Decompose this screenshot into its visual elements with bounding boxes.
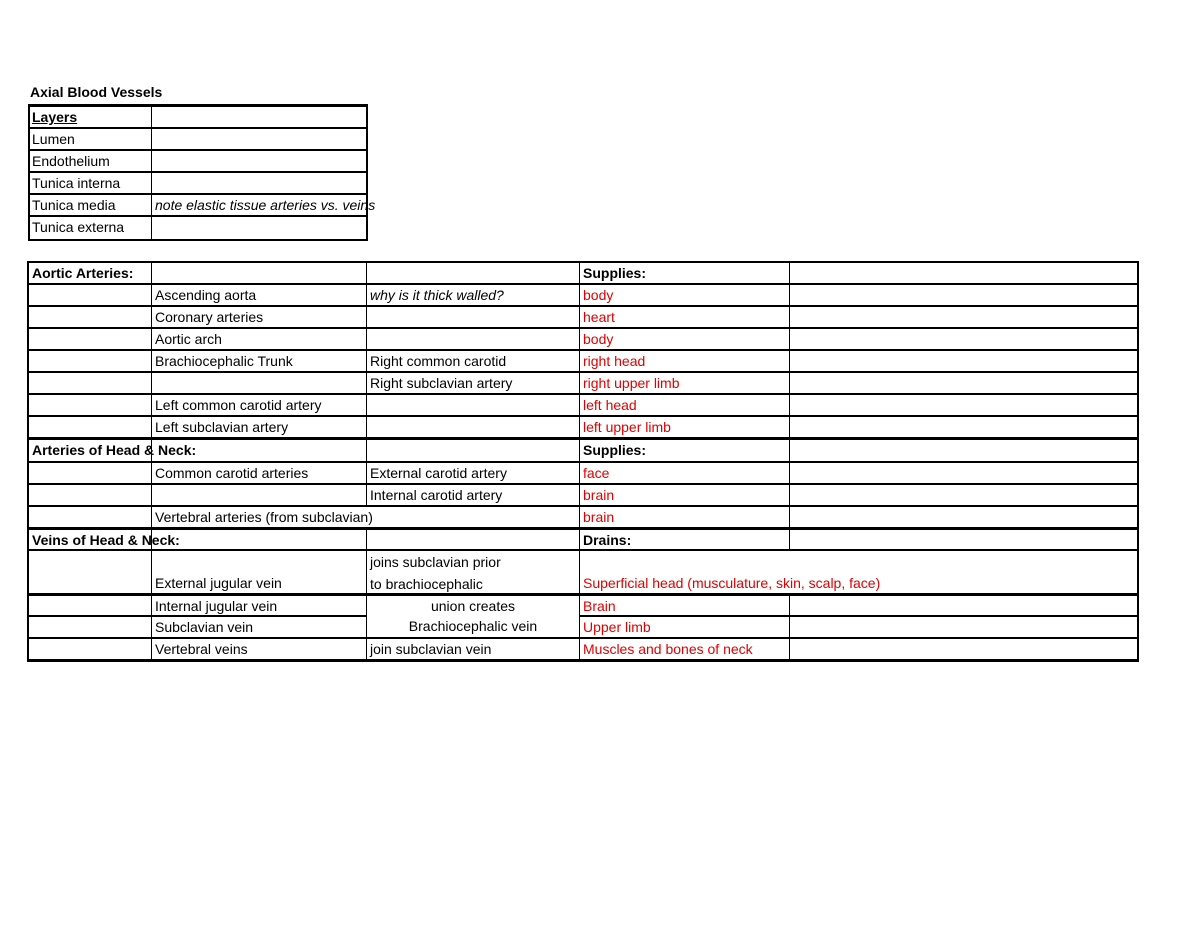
target-cell: Brain [579, 594, 790, 616]
target-cell: brain [579, 506, 790, 528]
branch-cell [366, 394, 580, 416]
supplies-header: Supplies: [579, 438, 790, 462]
layer-label: Tunica externa [28, 216, 152, 240]
blank-cell [789, 372, 1138, 394]
branch-cell [366, 416, 580, 438]
branch-cell: Right subclavian artery [366, 372, 580, 394]
blank-cell [366, 438, 580, 462]
branch-cell [366, 550, 580, 594]
blank-cell [28, 616, 152, 638]
page-title: Axial Blood Vessels [30, 84, 163, 100]
blank-cell [28, 284, 152, 306]
vessel-cell: Vertebral arteries (from subclavian) [151, 506, 580, 528]
supplies-header: Supplies: [579, 262, 790, 284]
vessel-cell: Subclavian vein [151, 616, 367, 638]
branch-cell: Internal carotid artery [366, 484, 580, 506]
layers-header: Layers [28, 106, 152, 128]
vessel-cell: Left subclavian artery [151, 416, 367, 438]
branch-line-1: joins subclavian prior [370, 554, 501, 570]
target-cell: left head [579, 394, 790, 416]
target-cell: left upper limb [579, 416, 790, 438]
vessel-cell [151, 550, 367, 594]
blank-cell [789, 284, 1138, 306]
blank-cell [789, 594, 1138, 616]
blank-cell [28, 328, 152, 350]
blank-cell [28, 506, 152, 528]
blank-cell [28, 550, 152, 594]
blank-cell [28, 394, 152, 416]
target-cell: heart [579, 306, 790, 328]
branch-cell: External carotid artery [366, 462, 580, 484]
branch-cell: Brachiocephalic vein [366, 616, 580, 638]
target-cell: brain [579, 484, 790, 506]
vessel-cell: Brachiocephalic Trunk [151, 350, 367, 372]
target-cell: right upper limb [579, 372, 790, 394]
layer-label: Tunica interna [28, 172, 152, 194]
target-cell: Upper limb [579, 616, 790, 638]
layer-label: Endothelium [28, 150, 152, 172]
branch-cell [366, 328, 580, 350]
target-cell: Muscles and bones of neck [579, 638, 790, 660]
blank-cell [28, 372, 152, 394]
blank-cell [366, 262, 580, 284]
vessel-cell [151, 484, 367, 506]
blank-cell [28, 416, 152, 438]
blank-cell [789, 462, 1138, 484]
vessel-cell: Left common carotid artery [151, 394, 367, 416]
vessel-cell: Vertebral veins [151, 638, 367, 660]
layer-label: Tunica media [28, 194, 152, 216]
blank-cell [789, 528, 1138, 550]
blank-cell [789, 394, 1138, 416]
blank-cell [366, 528, 580, 550]
blank-cell [789, 638, 1138, 660]
layer-note: note elastic tissue arteries vs. veins [151, 194, 367, 216]
blank-cell [789, 616, 1138, 638]
blank-cell [28, 462, 152, 484]
branch-cell: why is it thick walled? [366, 284, 580, 306]
layer-note [151, 216, 367, 240]
target-cell: right head [579, 350, 790, 372]
branch-cell: Right common carotid [366, 350, 580, 372]
blank-cell [789, 416, 1138, 438]
blank-cell [28, 638, 152, 660]
blank-cell [151, 528, 367, 550]
vessel-cell: Aortic arch [151, 328, 367, 350]
vessel-label: External jugular vein [155, 575, 282, 591]
target-label: Superficial head (musculature, skin, scalp, face) [583, 575, 881, 591]
veins-header: Veins of Head & Neck: [28, 528, 152, 550]
vessel-cell: Ascending aorta [151, 284, 367, 306]
blank-cell [789, 506, 1138, 528]
blank-cell [789, 306, 1138, 328]
blank-cell [28, 350, 152, 372]
target-cell: body [579, 328, 790, 350]
target-cell [579, 550, 1138, 594]
blank-cell [28, 594, 152, 616]
blank-cell [789, 328, 1138, 350]
blank-cell [151, 438, 367, 462]
blank-cell [789, 484, 1138, 506]
target-cell: face [579, 462, 790, 484]
layers-header-blank [151, 106, 367, 128]
blank-cell [789, 438, 1138, 462]
blank-cell [28, 484, 152, 506]
aortic-header: Aortic Arteries: [28, 262, 152, 284]
branch-line-2: to brachiocephalic [370, 576, 483, 592]
vessel-cell: Coronary arteries [151, 306, 367, 328]
layer-note [151, 150, 367, 172]
blank-cell [151, 262, 367, 284]
vessel-cell: Common carotid arteries [151, 462, 367, 484]
branch-cell: join subclavian vein [366, 638, 580, 660]
vessel-cell [151, 372, 367, 394]
layer-note [151, 128, 367, 150]
branch-cell: union creates [366, 594, 580, 616]
head-neck-header: Arteries of Head & Neck: [28, 438, 152, 462]
branch-cell [366, 306, 580, 328]
layer-label: Lumen [28, 128, 152, 150]
layer-note [151, 172, 367, 194]
blank-cell [28, 306, 152, 328]
blank-cell [789, 350, 1138, 372]
drains-header: Drains: [579, 528, 790, 550]
vessel-cell: Internal jugular vein [151, 594, 367, 616]
blank-cell [789, 262, 1138, 284]
target-cell: body [579, 284, 790, 306]
